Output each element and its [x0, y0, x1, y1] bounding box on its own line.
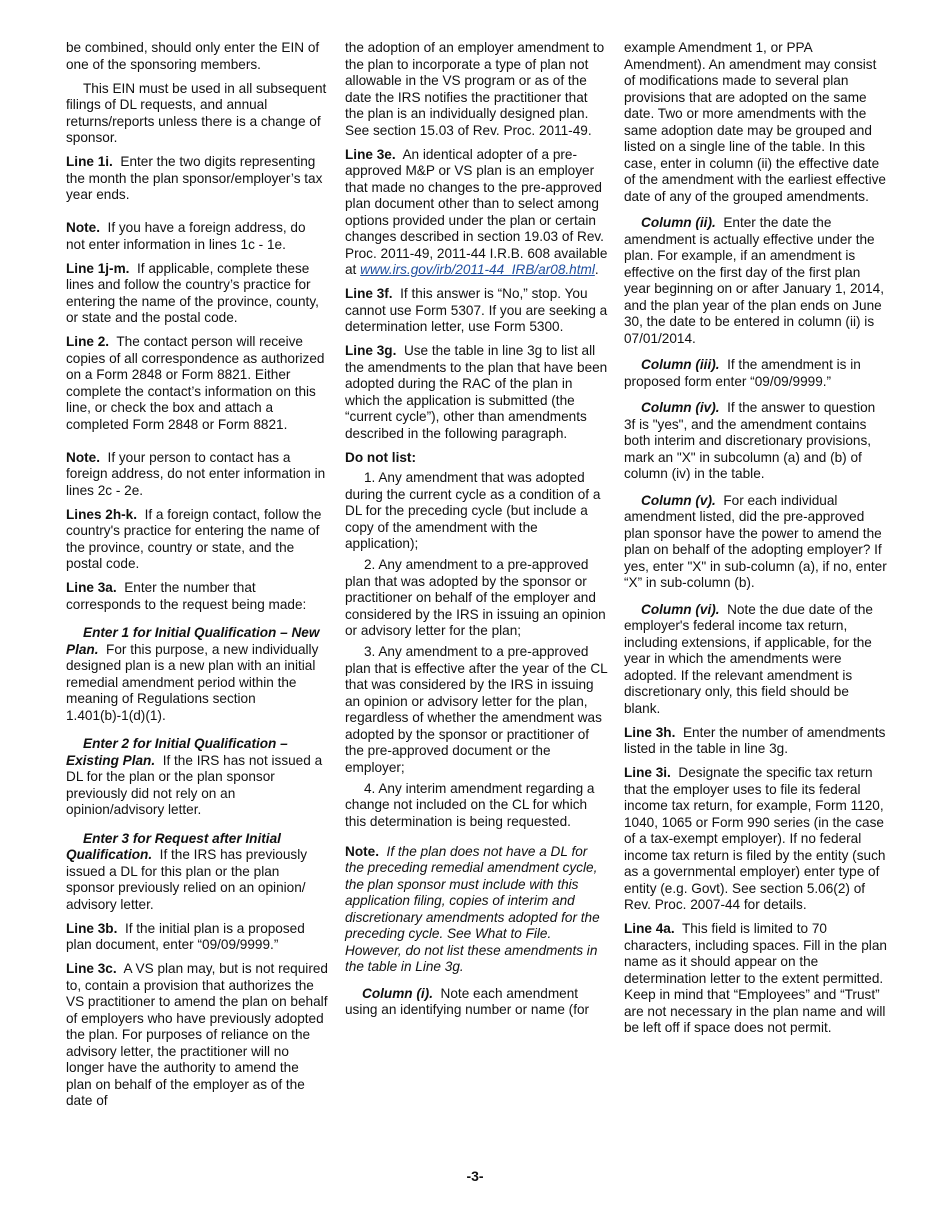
line-3g-section: [345, 343, 609, 442]
note-section: [345, 844, 609, 976]
note-section: [66, 450, 328, 500]
column-label: Column (i).: [362, 985, 433, 1001]
line-3c-section: [66, 961, 328, 1110]
line-label: Line 3g.: [345, 343, 397, 358]
enter-label: Enter 2 for Initial Qualification – Existing Plan.: [66, 736, 288, 768]
enter-text: If the IRS has previously issued a DL for this plan or the plan sponsor previously relied on an opinion/ advisory letter.: [66, 847, 308, 912]
paragraph: be combined, should only enter the EIN of one of the sponsoring members.: [66, 40, 320, 72]
note-label: Note.: [66, 220, 100, 235]
line-label: Line 3b.: [66, 920, 118, 936]
column-iii-section: [624, 357, 888, 390]
irb-link[interactable]: www.irs.gov/irb/2011-44_IRB/ar08.html: [360, 262, 595, 277]
line-label: Line 3i.: [624, 765, 671, 780]
column-text: Enter the date the amendment is actually effective under the plan. For example, if an amendment is effective on the first day of the first plan year beginning on or after January 1, 2014, and the plan year of the plan ends on June 30, the date to be entered in column (ii) is 07/01/2014.: [624, 215, 884, 346]
column-text: If the amendment is in proposed form enter “09/09/9999.”: [624, 357, 861, 389]
line-2-section: [66, 334, 328, 433]
line-text: If the initial plan is a proposed plan document, enter “09/09/9999.”: [66, 920, 305, 952]
line-3e-section: Line 3e. An identical adopter of a pre-approved M&P or VS plan is an employer that made no changes to the pre-approved plan document other than to select among options provided under the plan or certain changes described in section 19.03 of Rev. Proc. 2011-49, 2011-44 I.R.B. 608 available at www.irs.gov/irb/2011-44_IRB/ar08.html.: [345, 146, 608, 277]
note-text: If the plan does not have a DL for the preceding remedial amendment cycle, the plan sponsor must include with this application filing, copies of interim and discretionary amendments adopted for the preceding cycle. See What to File. However, do not list these amendments in the table in Line 3g.: [345, 843, 600, 974]
column-text: Note each amendment using an identifying number or name (for: [345, 985, 590, 1017]
enter-label: Enter 3 for Request after Initial Qualification.: [66, 830, 281, 862]
note-text: If you have a foreign address, do not enter information in lines 1c - 1e.: [66, 220, 306, 252]
line-text: If a foreign contact, follow the country's practice for entering the name of the province, country or state, and the postal code.: [66, 506, 322, 571]
list-item: 4. Any interim amendment regarding a change not included on the CL for which this determination is being requested.: [345, 780, 595, 829]
enter-1-section: [66, 625, 328, 724]
line-label: Line 1i.: [66, 154, 113, 169]
line-text: Designate the specific tax return that the employer uses to file its federal income tax return, for example, Form 1120, 1040, 1065 or Form 990 series (in the case of a tax-exempt employer). If no federal income tax return is filed by the entity (such as a governmental employer) enter type of entity (e.g. Govt). See section 5.06(2) of Rev. Proc. 2007-44 for details.: [624, 765, 886, 912]
do-not-list-heading: Do not list:: [345, 449, 416, 465]
line-3h-section: [624, 725, 888, 758]
line-text: An identical adopter of a pre-approved M&P or VS plan is an employer that made no changes to the pre-approved plan document other than to select among options provided under the plan or certain changes described in section 19.03 of Rev. Proc. 2011-49, 2011-44 I.R.B. 608 available at: [345, 146, 608, 277]
paragraph: example Amendment 1, or PPA Amendment). An amendment may consist of modifications made to several plan provisions that are adopted on the same date. Two or more amendments with the same adoption date may be grouped and listed on a single line of the table. In this case, enter in column (ii) the effective date of the amendment with the earliest effective date of any of the grouped amendments.: [624, 40, 886, 204]
line-1j-m-section: [66, 261, 328, 327]
note-text: If your person to contact has a foreign address, do not enter information in lines 2c - 2e.: [66, 449, 326, 498]
line-text: The contact person will receive copies of all correspondence as authorized on a Form 2848 or Form 8821. Either complete the contact’s information on this line, or check the box and attach a completed Form 2848 or Form 8821.: [66, 334, 325, 432]
line-4a-section: [624, 921, 888, 1037]
paragraph: the adoption of an employer amendment to the plan to incorporate a type of plan not allowable in the VS program or as of the date the IRS notifies the practitioner that the plan is an individually designed plan. See section 15.03 of Rev. Proc. 2011-49.: [345, 40, 605, 138]
enter-text: If the IRS has not issued a DL for the plan or the plan sponsor previously did not rely on an opinion/advisory letter.: [66, 752, 323, 817]
line-label: Line 3e.: [345, 146, 396, 162]
enter-text: For this purpose, a new individually designed plan is a new plan with an initial remedial amendment period within the meaning of Regulations section 1.401(b)-1(d)(1).: [66, 641, 319, 723]
column-ii-section: [624, 215, 888, 347]
note-label: Note.: [66, 449, 100, 465]
line-text: This field is limited to 70 characters, including spaces. Fill in the plan name as it should appear on the determination letter to the extent permitted. Keep in mind that “Employees” and “Trust” are not necessary in the plan name and will be left off if space does not permit.: [624, 921, 887, 1035]
line-1i-section: [66, 154, 328, 204]
line-label: Line 3a.: [66, 580, 117, 595]
line-3i-section: [624, 765, 888, 914]
column-v-section: [624, 493, 888, 592]
line-label: Lines 2h-k.: [66, 506, 138, 522]
column-label: Column (v).: [641, 492, 716, 508]
column-i-section: [345, 986, 609, 1019]
line-text: If applicable, complete these lines and follow the country’s practice for entering the name of the province, county, or state and the postal code.: [66, 260, 319, 325]
enter-label: Enter 1 for Initial Qualification – New Plan.: [66, 625, 320, 657]
column-label: Column (vi).: [641, 601, 720, 617]
line-3b-section: [66, 921, 328, 954]
line-text: Enter the two digits representing the month the plan sponsor/employer’s tax year ends.: [66, 154, 323, 202]
column-label: Column (ii).: [641, 215, 716, 230]
page-number: -3-: [466, 1168, 484, 1184]
column-1: [66, 40, 328, 1117]
line-text: Use the table in line 3g to list all the amendments to the plan that have been adopted during the RAC of the plan in which the application is submitted (the “current cycle”), other than amendments described in the following paragraph.: [345, 343, 608, 441]
line-text: Enter the number of amendments listed in the table in line 3g.: [624, 724, 886, 756]
line-3f-section: [345, 286, 609, 336]
line-text: Enter the number that corresponds to the request being made:: [66, 580, 307, 612]
list-item: 1. Any amendment that was adopted during the current cycle as a condition of a DL for the preceding cycle (but include a copy of the amendment with the application);: [345, 470, 601, 551]
enter-2-section: [66, 736, 328, 819]
line-text: If this answer is “No,” stop. You cannot use Form 5307. If you are seeking a determination letter, use Form 5300.: [345, 286, 608, 334]
line-label: Line 4a.: [624, 921, 675, 936]
line-label: Line 3c.: [66, 961, 117, 976]
line-label: Line 3f.: [345, 286, 393, 301]
paragraph: This EIN must be used in all subsequent filings of DL requests, and annual returns/reports unless there is a change of sponsor.: [66, 80, 327, 145]
column-2: [345, 40, 609, 1026]
column-label: Column (iii).: [641, 357, 720, 372]
line-label: Line 2.: [66, 334, 110, 349]
column-vi-section: [624, 602, 888, 718]
column-iv-section: [624, 400, 888, 483]
note-label: Note.: [345, 843, 379, 859]
column-3: [624, 40, 888, 1044]
column-text: Note the due date of the employer's federal income tax return, including extensions, if applicable, for the year in which the amendments were adopted. If the relevant amendment is discretionary only, this field should be blank.: [624, 601, 873, 716]
line-label: Line 3h.: [624, 724, 676, 740]
line-label: Line 1j-m.: [66, 260, 130, 276]
column-text: For each individual amendment listed, did the pre-approved plan sponsor have the power to amend the plan on behalf of the adopting employer? If yes, enter "X" in sub-column (a), if no, enter “X” in sub-column (b).: [624, 492, 887, 590]
column-label: Column (iv).: [641, 400, 720, 415]
line-text: A VS plan may, but is not required to, contain a provision that authorizes the VS practitioner to amend the plan on behalf of employers who have previously adopted the plan. For purposes of reliance on the advisory letter, the practitioner will no longer have the authority to amend the plan on behalf of the employer as of the date of: [66, 961, 328, 1108]
line-3a-section: [66, 580, 328, 613]
list-item: 2. Any amendment to a pre-approved plan that was adopted by the sponsor or practitioner on behalf of the employer and considered by the IRS in issuing an opinion or advisory letter for the plan;: [345, 557, 606, 638]
column-text: If the answer to question 3f is "yes", and the amendment contains both interim and discretionary provisions, mark an "X" in subcolumn (a) and (b) of column (iv) in the table.: [624, 400, 876, 481]
enter-3-section: [66, 831, 328, 914]
lines-2h-k-section: [66, 507, 328, 573]
list-item: 3. Any amendment to a pre-approved plan that is effective after the year of the CL that was considered by the IRS in issuing an opinion or advisory letter for the plan, regardless of whether the amendment was adopted by the sponsor or practitioner of the pre-approved document or the employer;: [345, 644, 608, 775]
note-section: [66, 220, 328, 253]
